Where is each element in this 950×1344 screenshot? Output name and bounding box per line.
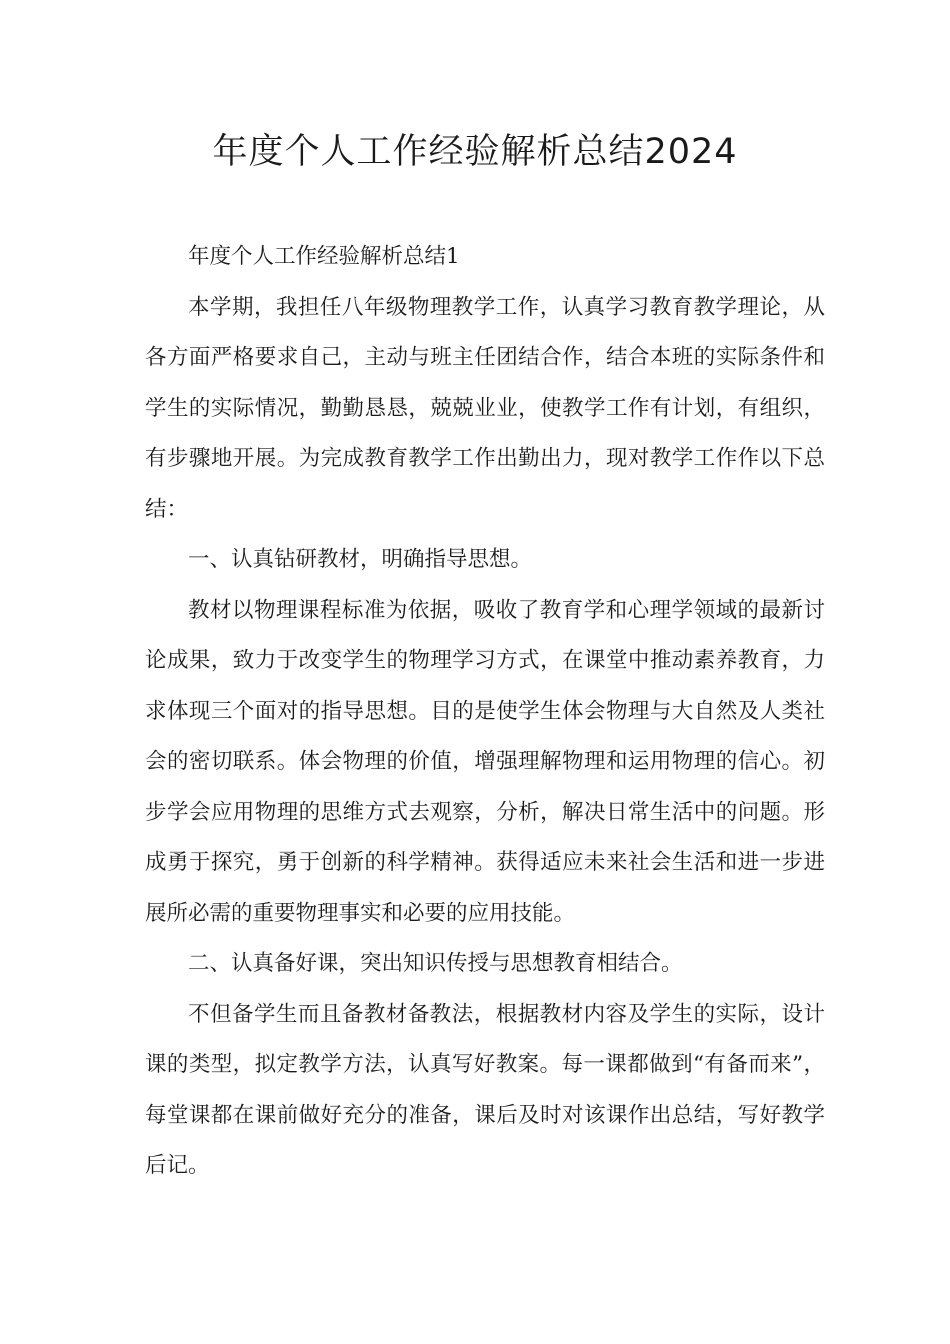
document-body [145, 232, 825, 1192]
paragraph-textbook: 教材以物理课程标准为依据，吸收了教育学和心理学领域的最新讨论成果，致力于改变学生的物理学习方式，在课堂中推动素养教育，力求体现三个面对的指导思想。目的是使学生体会物理与大自然及人类社会的密切联系。体会物理的价值，增强理解物理和运用物理的信心。初步学会应用物理的思维方式去观察，分析，解决日常生活中的问题。形成勇于探究，勇于创新的科学精神。获得适应未来社会生活和进一步进展所必需的重要物理事实和必要的应用技能。 [145, 597, 825, 926]
paragraph-lesson-prep: 不但备学生而且备教材备教法，根据教材内容及学生的实际，设计课的类型，拟定教学方法，认真写好教案。每一课都做到“有备而来”，每堂课都在课前做好充分的准备，课后及时对该课作出总结，写好教学后记。 [145, 1001, 825, 1178]
section-heading-2: 二、认真备好课，突出知识传授与思想教育相结合。 [188, 951, 683, 976]
section-subtitle: 年度个人工作经验解析总结1 [188, 244, 460, 269]
section-heading-1: 一、认真钻研教材，明确指导思想。 [188, 547, 533, 572]
paragraph-intro: 本学期，我担任八年级物理教学工作，认真学习教育教学理论，从各方面严格要求自己，主动与班主任团结合作，结合本班的实际条件和学生的实际情况，勤勤恳恳，兢兢业业，使教学工作有计划，有组织，有步骤地开展。为完成教育教学工作出勤出力，现对教学工作作以下总结： [145, 294, 825, 522]
document-title: 年度个人工作经验解析总结2024 [212, 132, 738, 172]
